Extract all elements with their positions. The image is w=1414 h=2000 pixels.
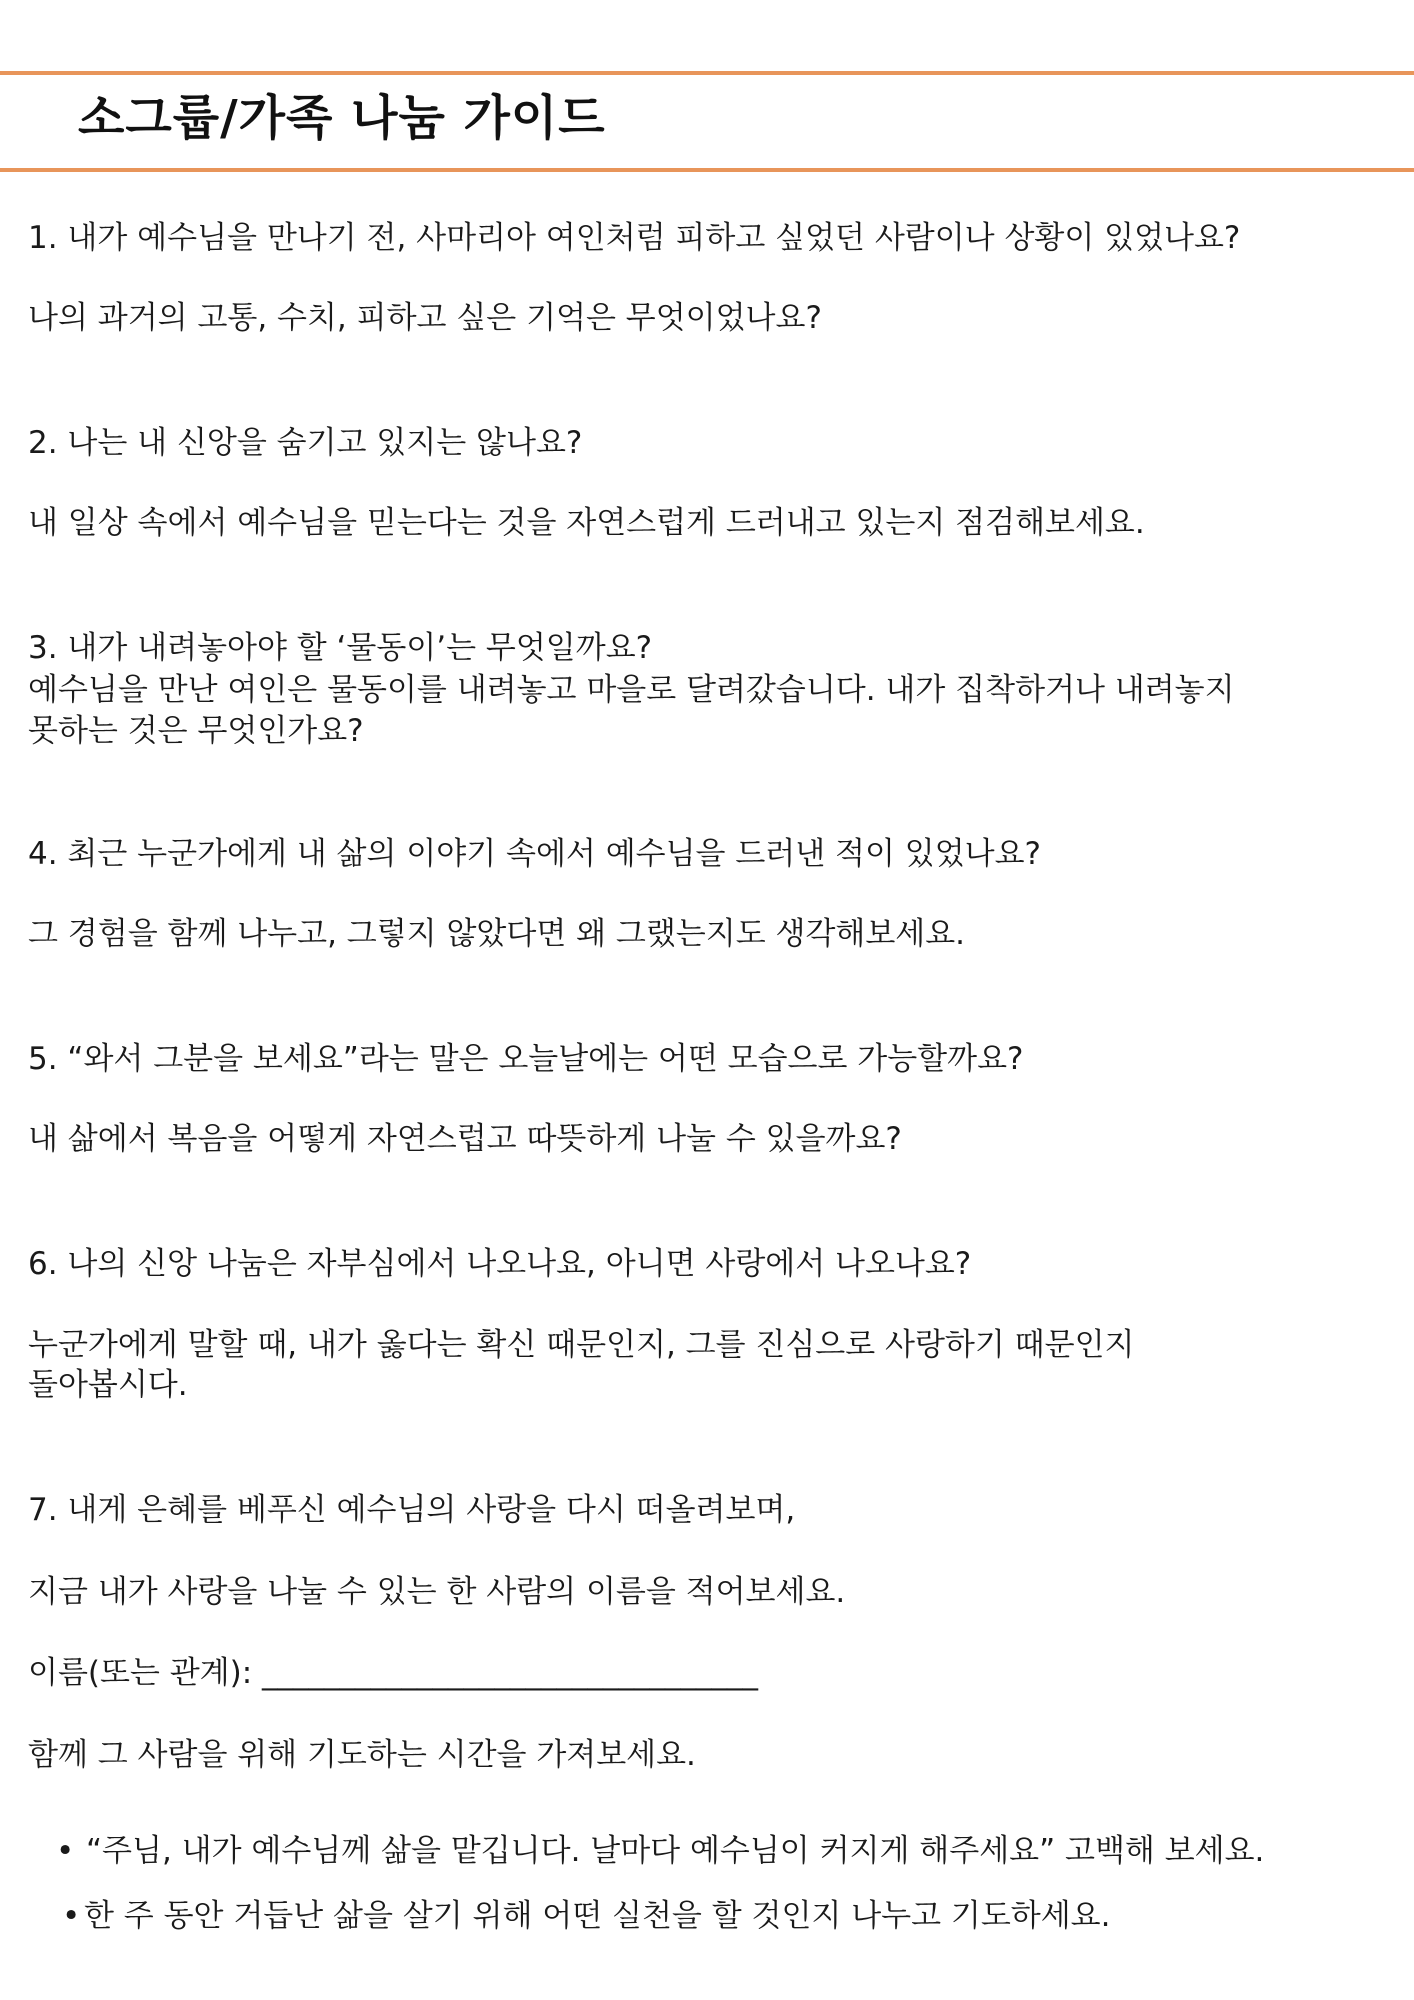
- bullet-dot: •: [56, 1833, 75, 1869]
- page-title: 소그룹/가족 나눔 가이드: [78, 90, 606, 146]
- question-7-detail: 지금 내가 사랑을 나눌 수 있는 한 사람의 이름을 적어보세요.: [28, 1574, 846, 1610]
- bullet-dot: •: [62, 1898, 81, 1934]
- question-1-text: 1. 내가 예수님을 만나기 전, 사마리아 여인처럼 피하고 싶었던 사람이나 상황이 있었나요?: [28, 220, 1241, 256]
- bullet-item-1-text: “주님, 내가 예수님께 삶을 맡깁니다. 날마다 예수님이 커지게 해주세요” 고백해 보세요.: [86, 1833, 1265, 1869]
- question-3-detail-line-2: 못하는 것은 무엇인가요?: [28, 713, 364, 749]
- question-6-detail-line-1: 누군가에게 말할 때, 내가 옳다는 확신 때문인지, 그를 진심으로 사랑하기 때문인지: [28, 1327, 1135, 1363]
- question-4-detail: 그 경험을 함께 나누고, 그렇지 않았다면 왜 그랬는지도 생각해보세요.: [28, 916, 966, 952]
- question-3-detail-line-1: 예수님을 만난 여인은 물동이를 내려놓고 마을로 달려갔습니다. 내가 집착하거나 내려놓지: [28, 672, 1235, 708]
- question-2-text: 2. 나는 내 신앙을 숨기고 있지는 않나요?: [28, 425, 583, 461]
- name-fill-in-line: 이름(또는 관계): ________________________________: [28, 1655, 759, 1691]
- bullet-item-2: [62, 1896, 1110, 1936]
- question-6-detail-line-2: 돌아봅시다.: [28, 1367, 188, 1403]
- question-4-text: 4. 최근 누군가에게 내 삶의 이야기 속에서 예수님을 드러낸 적이 있었나요?: [28, 836, 1042, 872]
- header-top-rule: [0, 71, 1414, 75]
- question-2-detail: 내 일상 속에서 예수님을 믿는다는 것을 자연스럽게 드러내고 있는지 점검해보세요.: [28, 505, 1145, 541]
- bullet-item-2-text: 한 주 동안 거듭난 삶을 살기 위해 어떤 실천을 할 것인지 나누고 기도하세요.: [84, 1898, 1111, 1934]
- bullet-item-1: [56, 1831, 1264, 1871]
- question-7-text: 7. 내게 은혜를 베푸신 예수님의 사랑을 다시 떠올려보며,: [28, 1492, 796, 1528]
- question-3-text: 3. 내가 내려놓아야 할 ‘물동이’는 무엇일까요?: [28, 630, 653, 666]
- question-1-detail: 나의 과거의 고통, 수치, 피하고 싶은 기억은 무엇이었나요?: [28, 300, 822, 336]
- question-6-text: 6. 나의 신앙 나눔은 자부심에서 나오나요, 아니면 사랑에서 나오나요?: [28, 1246, 972, 1282]
- question-5-detail: 내 삶에서 복음을 어떻게 자연스럽고 따뜻하게 나눌 수 있을까요?: [28, 1121, 902, 1157]
- header-bottom-rule: [0, 168, 1414, 172]
- question-5-text: 5. “와서 그분을 보세요”라는 말은 오늘날에는 어떤 모습으로 가능할까요?: [28, 1041, 1024, 1077]
- question-7-prayer: 함께 그 사람을 위해 기도하는 시간을 가져보세요.: [28, 1737, 696, 1773]
